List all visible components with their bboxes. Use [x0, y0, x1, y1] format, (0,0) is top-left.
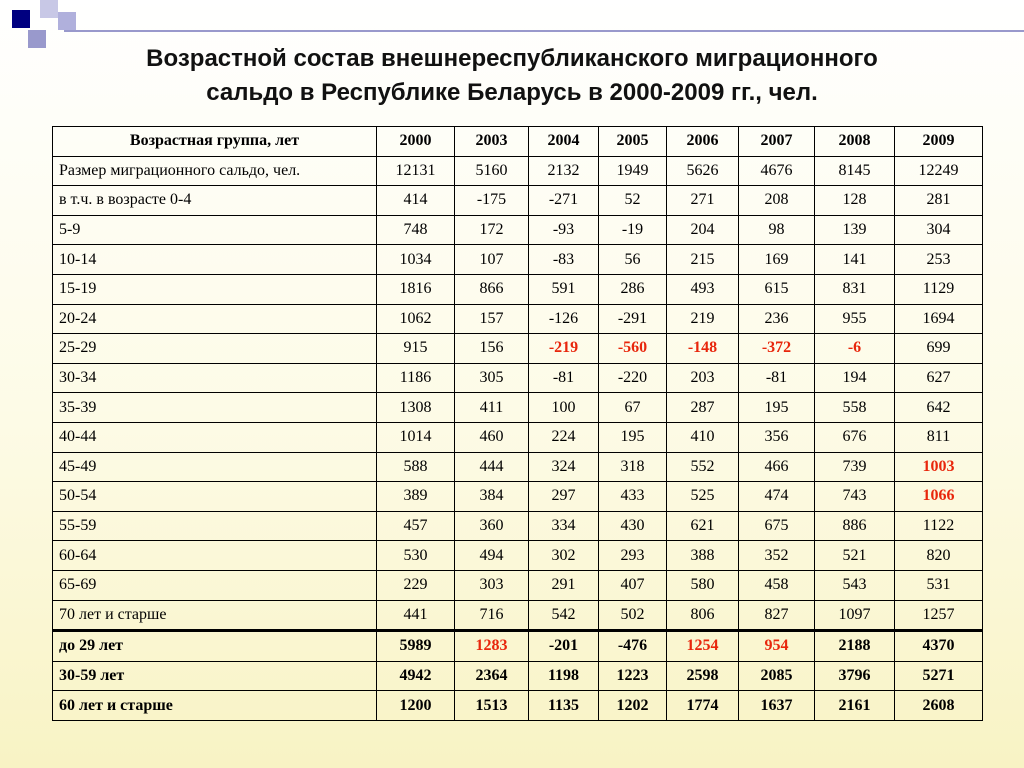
value-cell: 811: [895, 422, 983, 452]
value-cell: 1637: [739, 691, 815, 721]
value-cell: -271: [529, 186, 599, 216]
value-cell: 52: [599, 186, 667, 216]
value-cell: 4370: [895, 631, 983, 662]
value-cell: 444: [455, 452, 529, 482]
value-cell: 107: [455, 245, 529, 275]
value-cell: 1223: [599, 661, 667, 691]
value-cell: 627: [895, 363, 983, 393]
table-row: [53, 363, 983, 393]
row-label: 45-49: [53, 452, 377, 482]
value-cell: 1062: [377, 304, 455, 334]
value-cell: 1003: [895, 452, 983, 482]
table-body: [53, 156, 983, 720]
title-line-2: сальдо в Республике Беларусь в 2000-2009 гг., чел.: [206, 79, 818, 106]
value-cell: 12249: [895, 156, 983, 186]
value-cell: 352: [739, 541, 815, 571]
value-cell: 1034: [377, 245, 455, 275]
value-cell: 204: [667, 215, 739, 245]
row-label: 50-54: [53, 482, 377, 512]
value-cell: 169: [739, 245, 815, 275]
value-cell: 5626: [667, 156, 739, 186]
value-cell: -126: [529, 304, 599, 334]
value-cell: -93: [529, 215, 599, 245]
table-row: [53, 215, 983, 245]
value-cell: 287: [667, 393, 739, 423]
value-cell: 827: [739, 600, 815, 631]
value-cell: 128: [815, 186, 895, 216]
row-label: 60-64: [53, 541, 377, 571]
value-cell: 743: [815, 482, 895, 512]
value-cell: -19: [599, 215, 667, 245]
value-cell: 676: [815, 422, 895, 452]
value-cell: 433: [599, 482, 667, 512]
value-cell: 388: [667, 541, 739, 571]
value-cell: 356: [739, 422, 815, 452]
value-cell: 615: [739, 274, 815, 304]
row-label: 20-24: [53, 304, 377, 334]
value-cell: -201: [529, 631, 599, 662]
value-cell: -175: [455, 186, 529, 216]
value-cell: 203: [667, 363, 739, 393]
table-row: [53, 482, 983, 512]
row-label: 5-9: [53, 215, 377, 245]
value-cell: 474: [739, 482, 815, 512]
value-cell: 1202: [599, 691, 667, 721]
value-cell: 1198: [529, 661, 599, 691]
header-year: 2003: [455, 127, 529, 157]
value-cell: 866: [455, 274, 529, 304]
table-row: [53, 511, 983, 541]
value-cell: 1949: [599, 156, 667, 186]
row-label: 25-29: [53, 334, 377, 364]
value-cell: 502: [599, 600, 667, 631]
value-cell: 303: [455, 570, 529, 600]
value-cell: 139: [815, 215, 895, 245]
table-row: [53, 541, 983, 571]
value-cell: -81: [739, 363, 815, 393]
value-cell: 4676: [739, 156, 815, 186]
value-cell: 389: [377, 482, 455, 512]
value-cell: 441: [377, 600, 455, 631]
table-header-row: [53, 127, 983, 157]
value-cell: -81: [529, 363, 599, 393]
value-cell: 1816: [377, 274, 455, 304]
value-cell: 56: [599, 245, 667, 275]
value-cell: -476: [599, 631, 667, 662]
value-cell: 3796: [815, 661, 895, 691]
header-year: 2004: [529, 127, 599, 157]
value-cell: 493: [667, 274, 739, 304]
header-year: 2009: [895, 127, 983, 157]
table-row: [53, 156, 983, 186]
value-cell: 286: [599, 274, 667, 304]
value-cell: 1513: [455, 691, 529, 721]
value-cell: 407: [599, 570, 667, 600]
value-cell: 411: [455, 393, 529, 423]
value-cell: 621: [667, 511, 739, 541]
value-cell: 2608: [895, 691, 983, 721]
value-cell: 384: [455, 482, 529, 512]
value-cell: 297: [529, 482, 599, 512]
header-year: 2008: [815, 127, 895, 157]
value-cell: 955: [815, 304, 895, 334]
value-cell: -83: [529, 245, 599, 275]
table-row: [53, 186, 983, 216]
value-cell: 281: [895, 186, 983, 216]
value-cell: 1122: [895, 511, 983, 541]
value-cell: 748: [377, 215, 455, 245]
summary-row: [53, 691, 983, 721]
value-cell: 543: [815, 570, 895, 600]
value-cell: 430: [599, 511, 667, 541]
value-cell: 886: [815, 511, 895, 541]
value-cell: 530: [377, 541, 455, 571]
value-cell: 525: [667, 482, 739, 512]
value-cell: 457: [377, 511, 455, 541]
value-cell: 304: [895, 215, 983, 245]
value-cell: 521: [815, 541, 895, 571]
row-label: 60 лет и старше: [53, 691, 377, 721]
value-cell: 293: [599, 541, 667, 571]
value-cell: 414: [377, 186, 455, 216]
value-cell: 410: [667, 422, 739, 452]
row-label: 30-34: [53, 363, 377, 393]
value-cell: -220: [599, 363, 667, 393]
value-cell: 5271: [895, 661, 983, 691]
table-row: [53, 422, 983, 452]
slide-title: [40, 42, 984, 110]
value-cell: 552: [667, 452, 739, 482]
value-cell: 591: [529, 274, 599, 304]
value-cell: 1014: [377, 422, 455, 452]
header-year: 2007: [739, 127, 815, 157]
value-cell: 2161: [815, 691, 895, 721]
summary-row: [53, 631, 983, 662]
table-row: [53, 393, 983, 423]
value-cell: 466: [739, 452, 815, 482]
summary-row: [53, 661, 983, 691]
value-cell: 195: [739, 393, 815, 423]
value-cell: 1200: [377, 691, 455, 721]
value-cell: 542: [529, 600, 599, 631]
table-row: [53, 570, 983, 600]
row-label: 55-59: [53, 511, 377, 541]
row-label: до 29 лет: [53, 631, 377, 662]
value-cell: 195: [599, 422, 667, 452]
row-label: в т.ч. в возрасте 0-4: [53, 186, 377, 216]
value-cell: 2132: [529, 156, 599, 186]
row-label: 30-59 лет: [53, 661, 377, 691]
value-cell: 699: [895, 334, 983, 364]
value-cell: -148: [667, 334, 739, 364]
value-cell: 588: [377, 452, 455, 482]
value-cell: 1135: [529, 691, 599, 721]
top-rule: [64, 30, 1024, 32]
table-row: [53, 452, 983, 482]
value-cell: 1308: [377, 393, 455, 423]
value-cell: 580: [667, 570, 739, 600]
value-cell: 236: [739, 304, 815, 334]
value-cell: 558: [815, 393, 895, 423]
square-light: [40, 0, 58, 18]
value-cell: 1283: [455, 631, 529, 662]
value-cell: 215: [667, 245, 739, 275]
value-cell: 157: [455, 304, 529, 334]
value-cell: 460: [455, 422, 529, 452]
row-label: 15-19: [53, 274, 377, 304]
table-row: [53, 334, 983, 364]
header-year: 2006: [667, 127, 739, 157]
value-cell: 806: [667, 600, 739, 631]
header-age-group: Возрастная группа, лет: [53, 127, 377, 157]
migration-table: [52, 126, 983, 721]
value-cell: 2188: [815, 631, 895, 662]
table-row: [53, 274, 983, 304]
value-cell: 305: [455, 363, 529, 393]
row-label: 40-44: [53, 422, 377, 452]
value-cell: 302: [529, 541, 599, 571]
value-cell: 831: [815, 274, 895, 304]
value-cell: 318: [599, 452, 667, 482]
row-label: Размер миграционного сальдо, чел.: [53, 156, 377, 186]
value-cell: 494: [455, 541, 529, 571]
row-label: 70 лет и старше: [53, 600, 377, 631]
value-cell: 156: [455, 334, 529, 364]
value-cell: 1694: [895, 304, 983, 334]
value-cell: 172: [455, 215, 529, 245]
value-cell: -372: [739, 334, 815, 364]
value-cell: 1129: [895, 274, 983, 304]
value-cell: 820: [895, 541, 983, 571]
value-cell: 360: [455, 511, 529, 541]
value-cell: 271: [667, 186, 739, 216]
value-cell: -291: [599, 304, 667, 334]
value-cell: 1774: [667, 691, 739, 721]
value-cell: 1186: [377, 363, 455, 393]
row-label: 35-39: [53, 393, 377, 423]
value-cell: 67: [599, 393, 667, 423]
value-cell: 100: [529, 393, 599, 423]
value-cell: 291: [529, 570, 599, 600]
value-cell: 5160: [455, 156, 529, 186]
value-cell: 954: [739, 631, 815, 662]
value-cell: 253: [895, 245, 983, 275]
value-cell: 1254: [667, 631, 739, 662]
value-cell: 739: [815, 452, 895, 482]
title-line-1: Возрастной состав внешнереспубликанского миграционного: [146, 45, 878, 72]
value-cell: -219: [529, 334, 599, 364]
value-cell: 8145: [815, 156, 895, 186]
header-year: 2000: [377, 127, 455, 157]
value-cell: 2364: [455, 661, 529, 691]
value-cell: 915: [377, 334, 455, 364]
square-light: [58, 12, 76, 30]
value-cell: -560: [599, 334, 667, 364]
value-cell: 334: [529, 511, 599, 541]
value-cell: 194: [815, 363, 895, 393]
value-cell: 208: [739, 186, 815, 216]
value-cell: -6: [815, 334, 895, 364]
value-cell: 5989: [377, 631, 455, 662]
value-cell: 219: [667, 304, 739, 334]
value-cell: 1066: [895, 482, 983, 512]
value-cell: 4942: [377, 661, 455, 691]
value-cell: 229: [377, 570, 455, 600]
header-year: 2005: [599, 127, 667, 157]
value-cell: 12131: [377, 156, 455, 186]
table-row: [53, 600, 983, 631]
value-cell: 2085: [739, 661, 815, 691]
value-cell: 224: [529, 422, 599, 452]
value-cell: 642: [895, 393, 983, 423]
value-cell: 2598: [667, 661, 739, 691]
value-cell: 716: [455, 600, 529, 631]
value-cell: 1257: [895, 600, 983, 631]
table-row: [53, 304, 983, 334]
value-cell: 531: [895, 570, 983, 600]
value-cell: 98: [739, 215, 815, 245]
row-label: 10-14: [53, 245, 377, 275]
value-cell: 1097: [815, 600, 895, 631]
value-cell: 458: [739, 570, 815, 600]
table-row: [53, 245, 983, 275]
value-cell: 675: [739, 511, 815, 541]
row-label: 65-69: [53, 570, 377, 600]
value-cell: 324: [529, 452, 599, 482]
square-dark: [12, 10, 30, 28]
value-cell: 141: [815, 245, 895, 275]
